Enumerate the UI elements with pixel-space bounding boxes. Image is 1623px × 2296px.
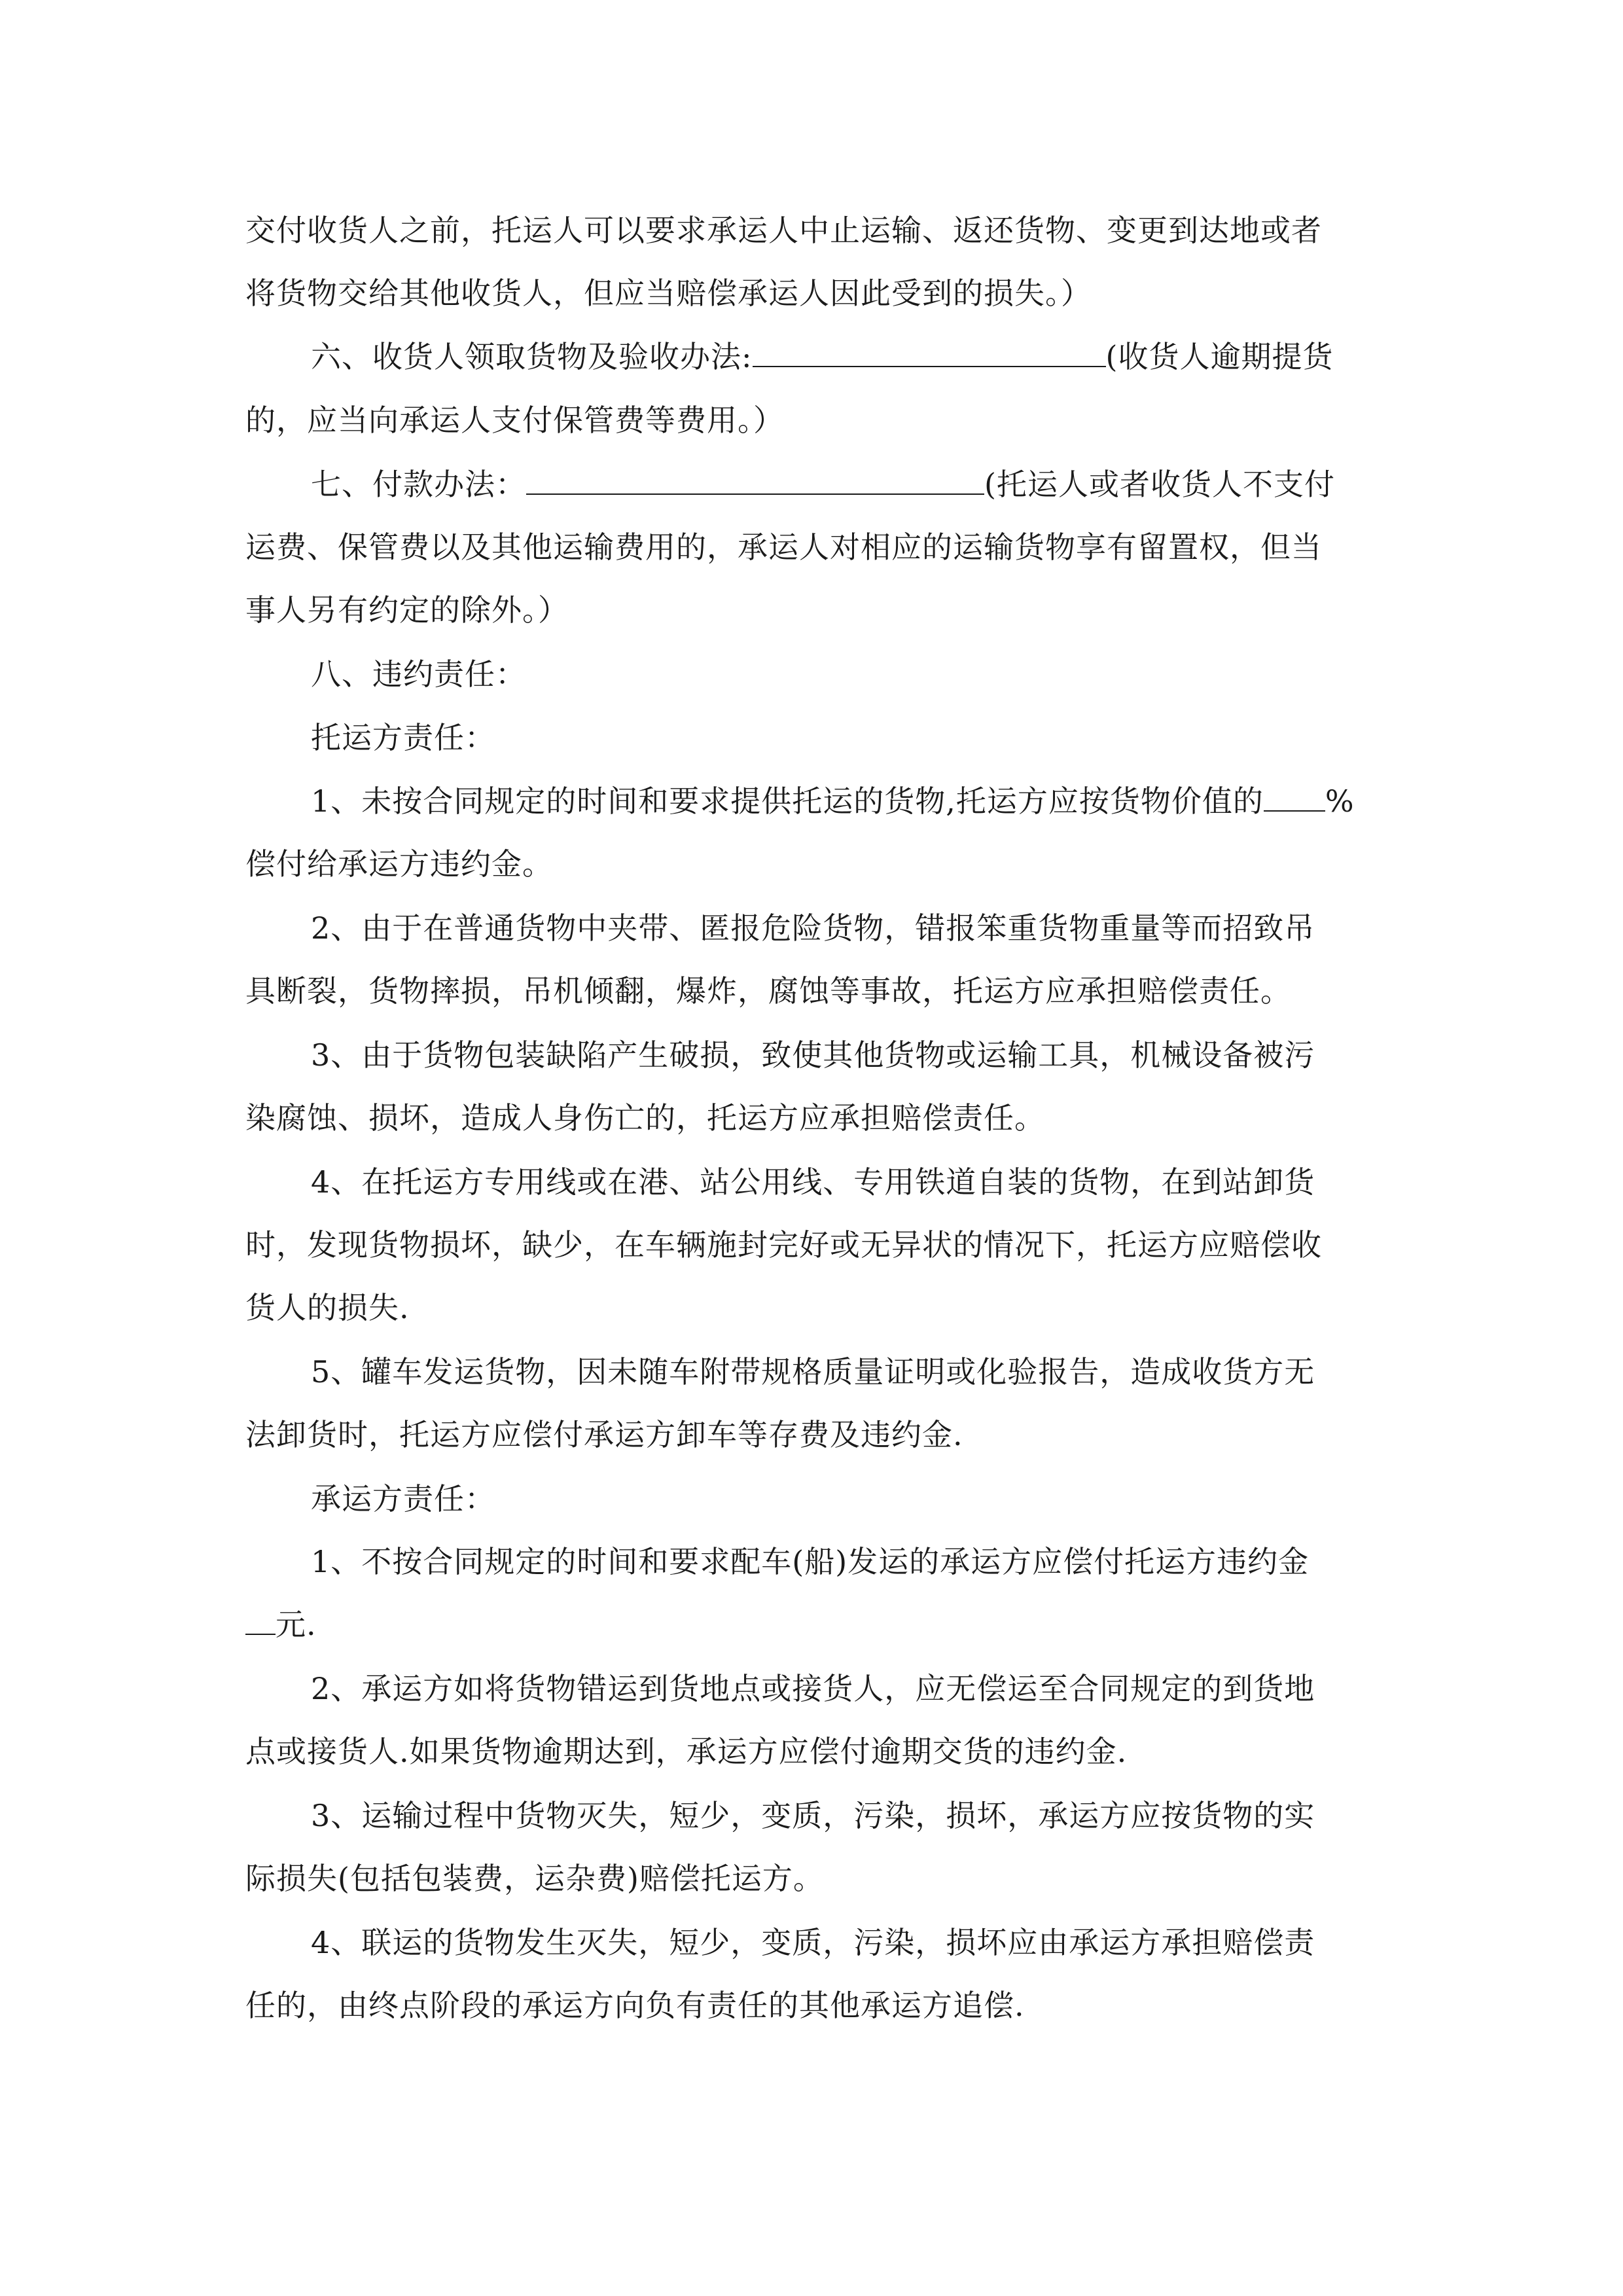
clause5-line-1: 交付收货人之前，托运人可以要求承运人中止运输、返还货物、变更到达地或者: [245, 213, 1322, 248]
carrier-item2-line-1: 2、承运方如将货物错运到货地点或接货人，应无偿运至合同规定的到货地: [311, 1671, 1315, 1706]
clause6-note: (收货人逾期提货: [1105, 339, 1334, 374]
clause5-line-2: 将货物交给其他收货人，但应当赔偿承运人因此受到的损失。）: [245, 276, 1092, 311]
carrier-item2-line-2: 点或接货人.如果货物逾期达到，承运方应偿付逾期交货的违约金.: [245, 1734, 1128, 1769]
carrier-item4-line-1: 4、联运的货物发生灭失，短少，变质，污染，损坏应由承运方承担赔偿责: [311, 1925, 1315, 1960]
carrier-heading: 承运方责任：: [311, 1481, 495, 1516]
shipper-item1-pct: %: [1325, 783, 1355, 819]
clause7-line-1: [311, 465, 1335, 504]
shipper-item2-line-1: 2、由于在普通货物中夹带、匿报危险货物，错报笨重货物重量等而招致吊: [311, 910, 1315, 946]
clause6-line-2: 的，应当向承运人支付保管费等费用。）: [245, 403, 784, 438]
carrier-item4-line-2: 任的，由终点阶段的承运方向负有责任的其他承运方追偿.: [245, 1988, 1025, 2023]
clause7-line-2: 运费、保管费以及其他运输费用的，承运人对相应的运输货物享有留置权，但当: [245, 529, 1322, 565]
shipper-item3-line-2: 染腐蚀、损坏，造成人身伤亡的，托运方应承担赔偿责任。: [245, 1100, 1045, 1136]
shipper-item1-line-1: [311, 781, 1355, 821]
clause7-note: (托运人或者收货人不支付: [984, 467, 1335, 502]
shipper-item4-line-3: 货人的损失.: [245, 1290, 410, 1325]
carrier-item3-line-1: 3、运输过程中货物灭失，短少，变质，污染，损坏，承运方应按货物的实: [311, 1798, 1315, 1833]
shipper-item5-line-2: 法卸货时，托运方应偿付承运方卸车等存费及违约金.: [245, 1417, 963, 1452]
clause6-blank[interactable]: [753, 337, 1106, 367]
shipper-item3-line-1: 3、由于货物包装缺陷产生破损，致使其他货物或运输工具，机械设备被污: [311, 1037, 1315, 1073]
clause7-label: 七、付款办法：: [311, 467, 526, 502]
shipper-item1-blank[interactable]: [1264, 781, 1325, 812]
clause7-blank[interactable]: [526, 465, 984, 495]
carrier-item1-blank[interactable]: [245, 1605, 276, 1635]
carrier-item1-unit: 元.: [276, 1607, 317, 1642]
shipper-item5-line-1: 5、罐车发运货物，因未随车附带规格质量证明或化验报告，造成收货方无: [311, 1354, 1315, 1390]
shipper-item1-text: 1、未按合同规定的时间和要求提供托运的货物,托运方应按货物价值的: [311, 783, 1264, 819]
carrier-item1-line-2: [245, 1605, 317, 1644]
shipper-item2-line-2: 具断裂，货物摔损，吊机倾翻，爆炸，腐蚀等事故，托运方应承担赔偿责任。: [245, 973, 1291, 1009]
shipper-item4-line-1: 4、在托运方专用线或在港、站公用线、专用铁道自装的货物，在到站卸货: [311, 1164, 1315, 1200]
carrier-item1-line-1: 1、不按合同规定的时间和要求配车(船)发运的承运方应偿付托运方违约金: [311, 1544, 1310, 1579]
clause8-heading: 八、违约责任：: [311, 656, 526, 692]
clause7-line-3: 事人另有约定的除外。）: [245, 592, 569, 628]
carrier-item3-line-2: 际损失(包括包装费，运杂费)赔偿托运方。: [245, 1861, 824, 1896]
shipper-item4-line-2: 时，发现货物损坏，缺少，在车辆施封完好或无异状的情况下，托运方应赔偿收: [245, 1227, 1322, 1263]
clause6-label: 六、收货人领取货物及验收办法:: [311, 339, 753, 374]
shipper-heading: 托运方责任：: [311, 720, 495, 755]
shipper-item1-line-2: 偿付给承运方违约金。: [245, 846, 553, 882]
clause6-line-1: [311, 337, 1333, 376]
